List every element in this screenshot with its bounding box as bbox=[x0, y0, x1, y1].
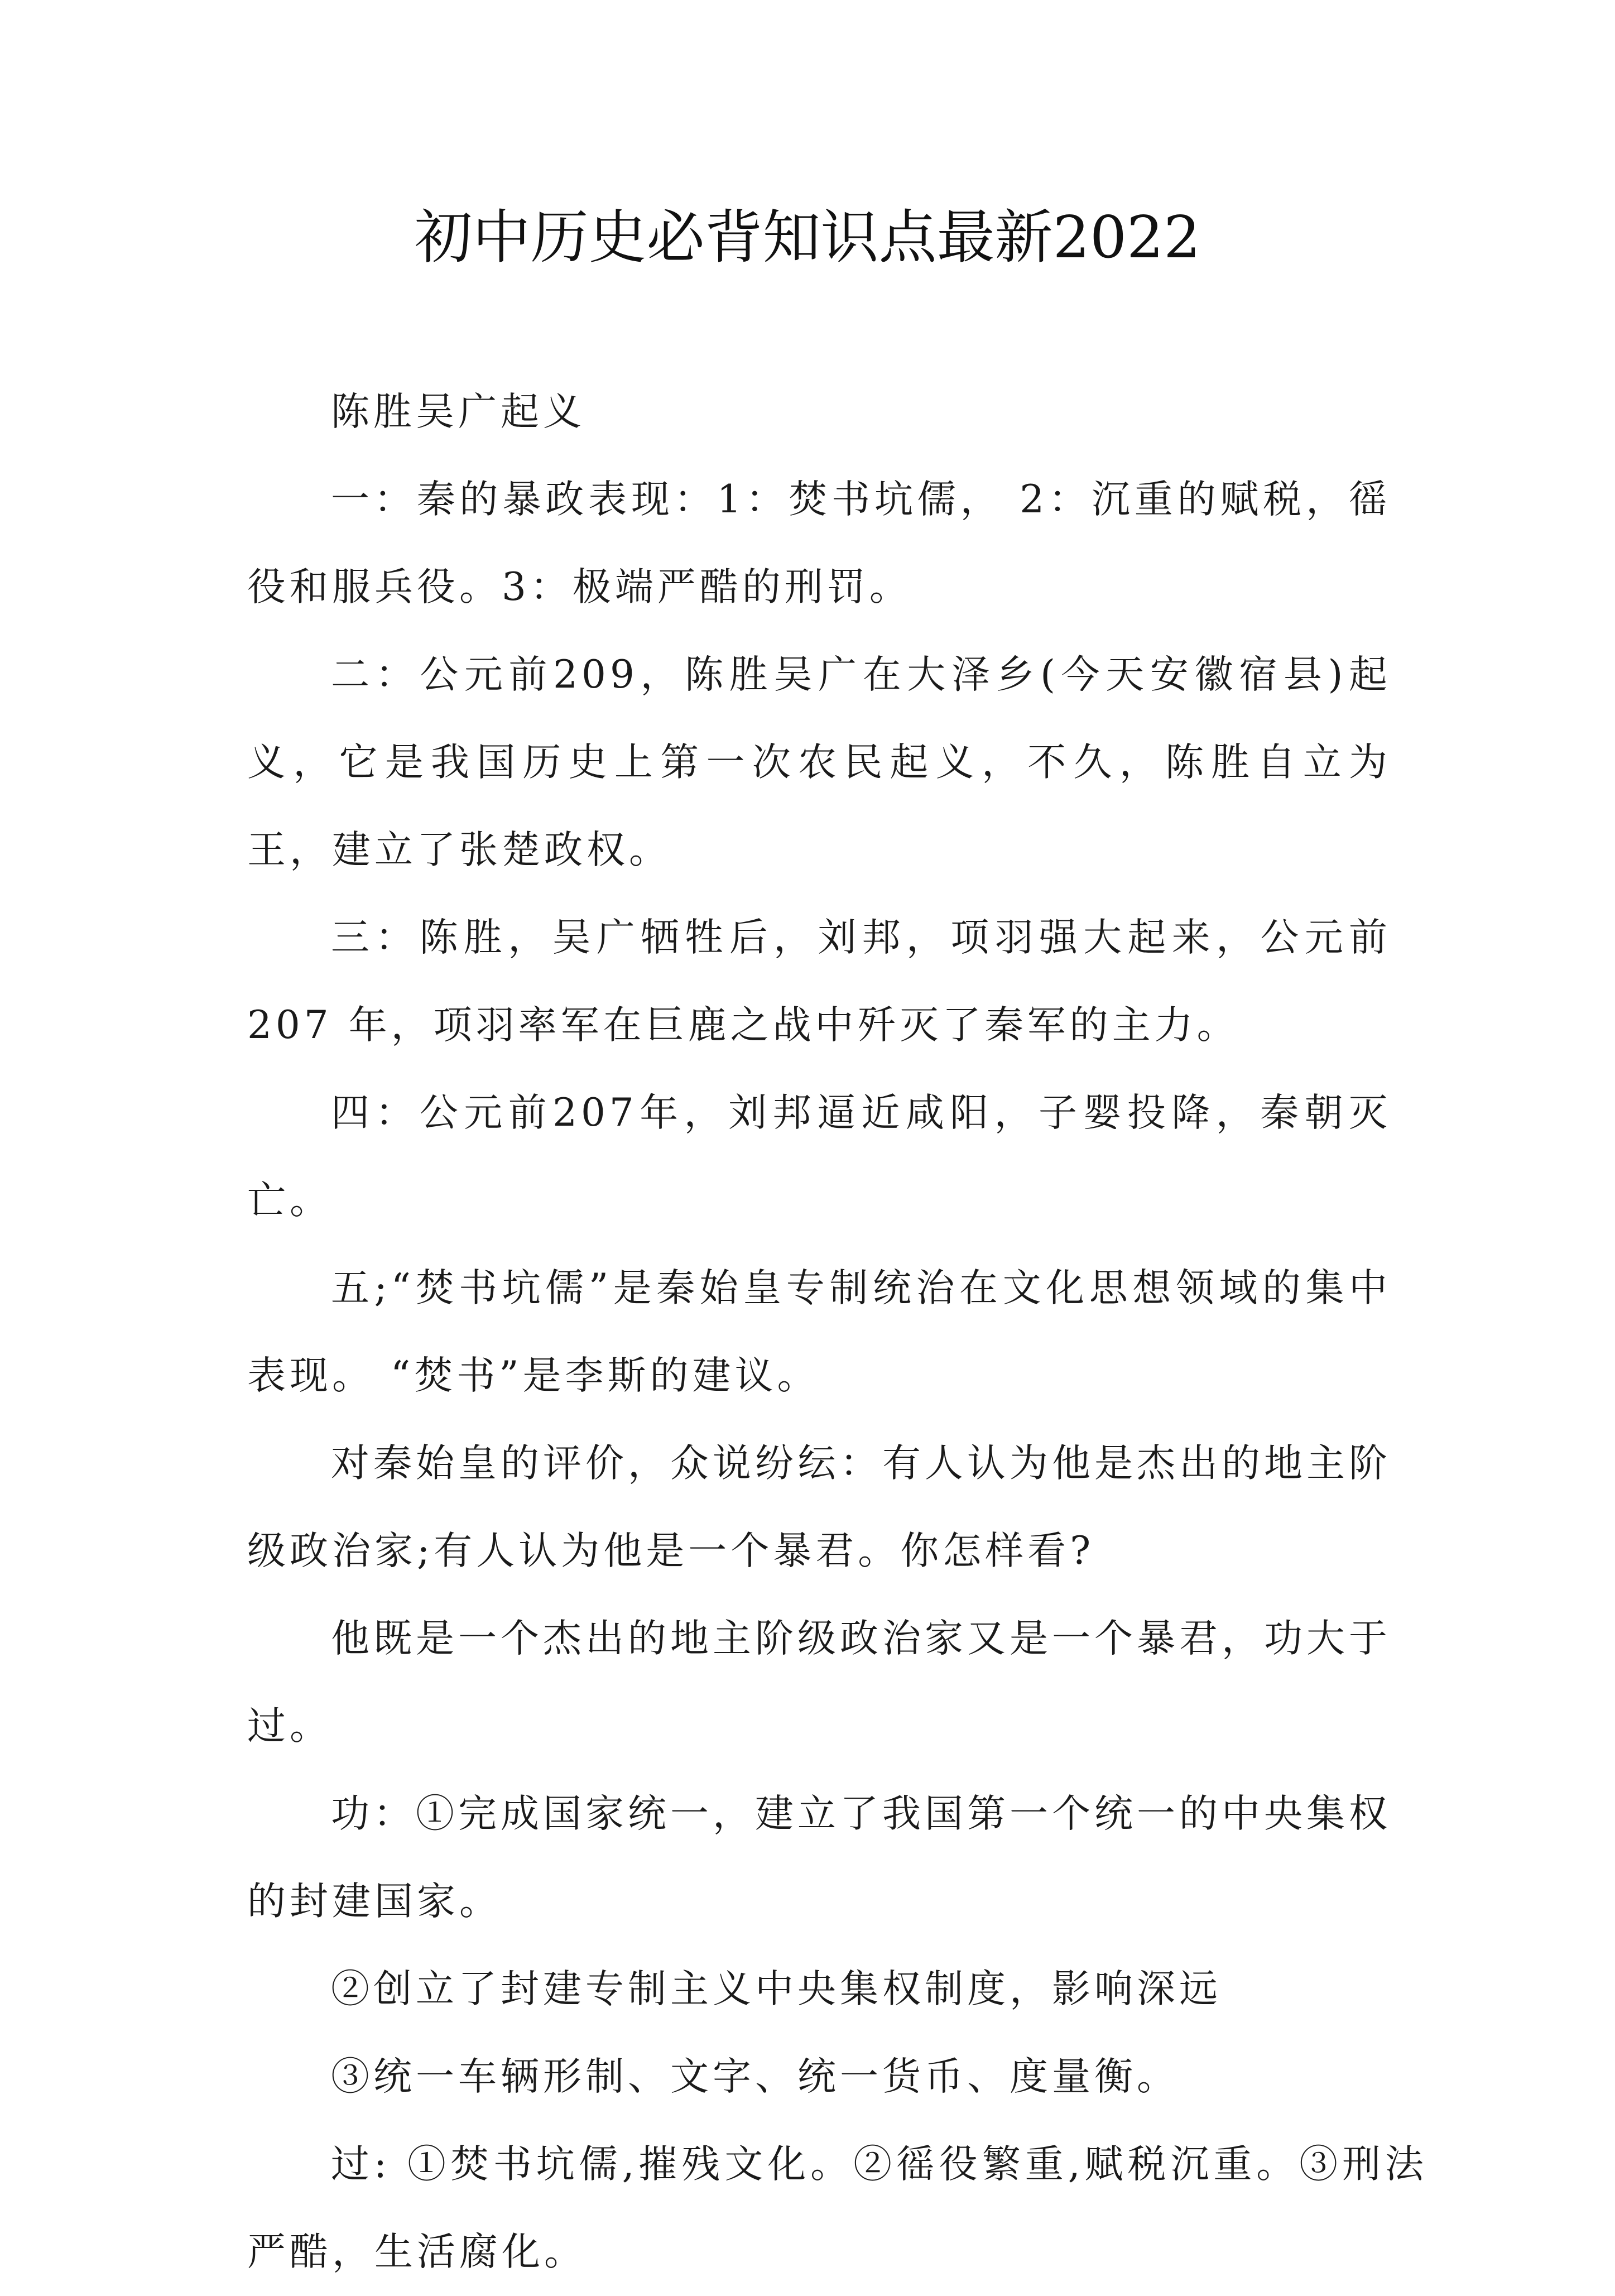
paragraph-merit-1: 功：①完成国家统一，建立了我国第一个统一的中央集权的封建国家。 bbox=[247, 1791, 1391, 1924]
paragraph-evaluation-question: 对秦始皇的评价，众说纷纭：有人认为他是杰出的地主阶级政治家;有人认为他是一个暴君。你怎样看? bbox=[247, 1441, 1391, 1573]
section-heading: 陈胜吴广起义 bbox=[331, 390, 585, 434]
paragraph-faults: 过: ①焚书坑儒,摧残文化。②徭役繁重,赋税沉重。③刑法严酷，生活腐化。 bbox=[247, 2142, 1427, 2274]
paragraph-book-burning: 五;“焚书坑儒”是秦始皇专制统治在文化思想领域的集中表现。 “焚书”是李斯的建议。 bbox=[247, 1266, 1391, 1398]
page-title: 初中历史必背知识点最新2022 bbox=[414, 203, 1201, 271]
document-body bbox=[247, 368, 1427, 2296]
paragraph-qin-tyranny: 一：秦的暴政表现：1：焚书坑儒， 2：沉重的赋税，徭役和服兵役。3：极端严酷的刑罚。 bbox=[247, 477, 1391, 609]
paragraph-merit-3: ③统一车辆形制、文字、统一货币、度量衡。 bbox=[331, 2054, 1179, 2099]
paragraph-merit-2: ②创立了封建专制主义中央集权制度，影响深远 bbox=[331, 1967, 1222, 2011]
paragraph-uprising: 二：公元前209，陈胜吴广在大泽乡(今天安徽宿县)起义，它是我国历史上第一次农民起义，不久，陈胜自立为王，建立了张楚政权。 bbox=[247, 652, 1391, 872]
paragraph-qin-fall: 四：公元前207年，刘邦逼近咸阳，子婴投降，秦朝灭亡。 bbox=[247, 1091, 1391, 1223]
paragraph-evaluation-answer: 他既是一个杰出的地主阶级政治家又是一个暴君，功大于过。 bbox=[247, 1616, 1391, 1749]
paragraph-liu-xiang: 三：陈胜，吴广牺牲后，刘邦，项羽强大起来，公元前207 年，项羽率军在巨鹿之战中歼灭了秦军的主力。 bbox=[247, 915, 1391, 1048]
